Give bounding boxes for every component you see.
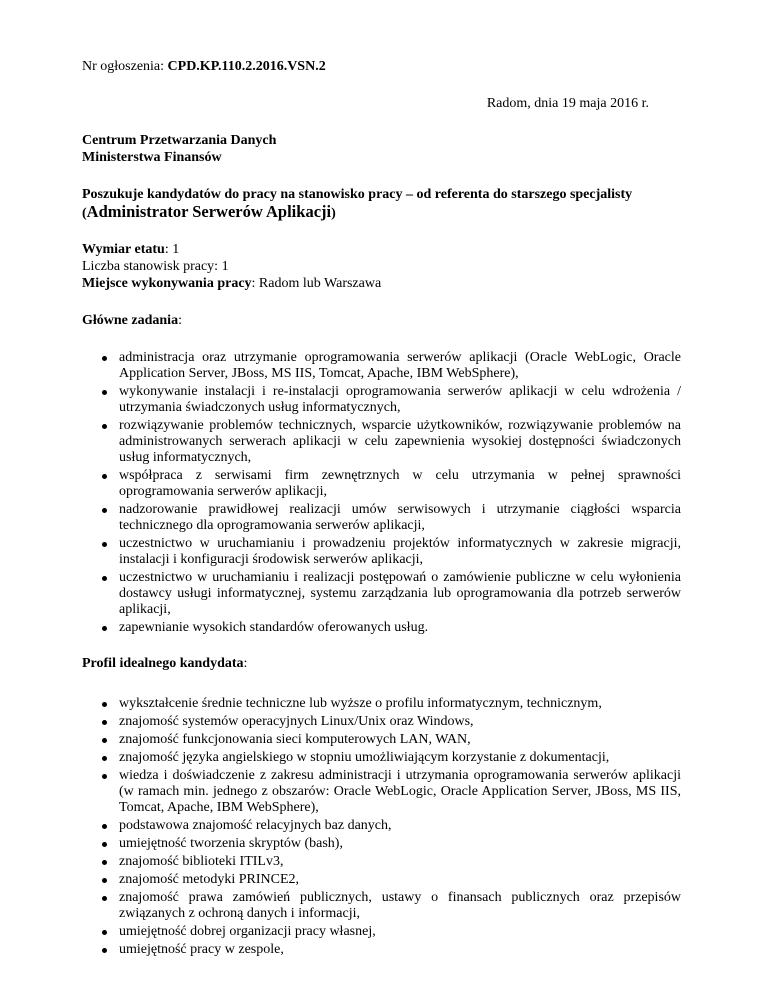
list-item-text: zapewnianie wysokich standardów oferowanych usług. bbox=[119, 620, 429, 635]
bullet-icon bbox=[102, 738, 107, 743]
list-item bbox=[82, 732, 681, 748]
tasks-colon: : bbox=[178, 313, 182, 328]
bullet-icon bbox=[102, 842, 107, 847]
place-line bbox=[82, 275, 681, 292]
bullet-icon bbox=[102, 356, 107, 361]
list-item bbox=[82, 872, 681, 888]
list-item-text: współpraca z serwisami firm zewnętrznych w celu utrzymania w pełnej sprawności oprogramowania serwerów aplikacji, bbox=[119, 468, 681, 499]
list-item bbox=[82, 818, 681, 834]
list-item-text: wykonywanie instalacji i re-instalacji oprogramowania serwerów aplikacji w celu wdrożenia / utrzymania świadczonych usług informatycznych, bbox=[119, 384, 681, 415]
bullet-icon bbox=[102, 424, 107, 429]
list-item bbox=[82, 350, 681, 382]
list-item bbox=[82, 468, 681, 500]
list-item-text: nadzorowanie prawidłowej realizacji umów serwisowych i utrzymanie ciągłości wsparcia technicznego dla oprogramowania serwerów aplikacji, bbox=[119, 502, 681, 533]
bullet-icon bbox=[102, 896, 107, 901]
positions-line: Liczba stanowisk pracy: 1 bbox=[82, 259, 229, 274]
announcement-number-line bbox=[82, 58, 681, 75]
bullet-icon bbox=[102, 508, 107, 513]
list-item bbox=[82, 854, 681, 870]
bullet-icon bbox=[102, 542, 107, 547]
announcement-label: Nr ogłoszenia: bbox=[82, 59, 168, 74]
bullet-icon bbox=[102, 774, 107, 779]
bullet-icon bbox=[102, 720, 107, 725]
headline-close: ) bbox=[331, 206, 336, 221]
bullet-icon bbox=[102, 930, 107, 935]
fte-label: Wymiar etatu bbox=[82, 242, 165, 257]
bullet-icon bbox=[102, 948, 107, 953]
organization-block bbox=[82, 132, 681, 166]
list-item-text: znajomość biblioteki ITILv3, bbox=[119, 854, 284, 869]
headline-text: Poszukuje kandydatów do pracy na stanowisko pracy – od referenta do starszego specjalisty ( bbox=[82, 187, 633, 221]
list-item bbox=[82, 570, 681, 618]
bullet-icon bbox=[102, 824, 107, 829]
list-item bbox=[82, 924, 681, 940]
bullet-icon bbox=[102, 474, 107, 479]
list-item-text: umiejętność tworzenia skryptów (bash), bbox=[119, 836, 343, 851]
fte-line bbox=[82, 241, 681, 258]
list-item-text: uczestnictwo w uruchamianiu i prowadzeniu projektów informatycznych w zakresie migracji, instalacji i konfiguracji środowisk serwerów aplikacji, bbox=[119, 536, 681, 567]
list-item bbox=[82, 696, 681, 712]
list-item-text: umiejętność pracy w zespole, bbox=[119, 942, 284, 957]
list-item-text: umiejętność dobrej organizacji pracy własnej, bbox=[119, 924, 376, 939]
list-item-text: administracja oraz utrzymanie oprogramowania serwerów aplikacji (Oracle WebLogic, Oracle Application Server, JBoss, MS IIS, Tomcat, Apache, IBM WebSphere), bbox=[119, 350, 681, 381]
list-item-text: znajomość prawa zamówień publicznych, ustawy o finansach publicznych oraz przepisów związanych z ochroną danych i informacji, bbox=[119, 890, 681, 921]
bullet-icon bbox=[102, 576, 107, 581]
list-item bbox=[82, 536, 681, 568]
list-item-text: wiedza i doświadczenie z zakresu administracji i utrzymania oprogramowania serwerów aplikacji (w ramach min. jednego z obszarów: Oracle WebLogic, Oracle Application Server, JBoss, MS IIS, Tomcat, Apache, IBM WebSphere), bbox=[119, 768, 681, 815]
profile-list bbox=[82, 696, 681, 958]
list-item bbox=[82, 418, 681, 466]
list-item-text: rozwiązywanie problemów technicznych, wsparcie użytkowników, rozwiązywanie problemów na administrowanych serwerach aplikacji w celu zapewnienia wysokiej dostępności świadczonych usług informatycznych, bbox=[119, 418, 681, 465]
list-item bbox=[82, 942, 681, 958]
organization-line-2: Ministerstwa Finansów bbox=[82, 150, 222, 165]
list-item bbox=[82, 890, 681, 922]
list-item bbox=[82, 502, 681, 534]
list-item bbox=[82, 836, 681, 852]
list-item bbox=[82, 714, 681, 730]
list-item-text: uczestnictwo w uruchamianiu i realizacji postępowań o zamówienie publiczne w celu wyłonienia dostawcy usługi informatycznej, systemu zarządzania lub oprogramowania dla potrzeb serwerów aplikacji, bbox=[119, 570, 681, 617]
bullet-icon bbox=[102, 756, 107, 761]
announcement-number: CPD.KP.110.2.2016.VSN.2 bbox=[167, 59, 326, 74]
job-headline bbox=[82, 186, 681, 222]
date-line: Radom, dnia 19 maja 2016 r. bbox=[486, 96, 649, 111]
list-item bbox=[82, 384, 681, 416]
bullet-icon bbox=[102, 702, 107, 707]
bullet-icon bbox=[102, 860, 107, 865]
profile-colon: : bbox=[243, 656, 248, 671]
tasks-title: Główne zadania bbox=[82, 313, 179, 328]
list-item-text: znajomość funkcjonowania sieci komputerowych LAN, WAN, bbox=[119, 732, 471, 747]
list-item-text: wykształcenie średnie techniczne lub wyższe o profilu informatycznym, technicznym, bbox=[119, 696, 602, 711]
organization-line-1: Centrum Przetwarzania Danych bbox=[82, 133, 277, 148]
bullet-icon bbox=[102, 878, 107, 883]
place-label: Miejsce wykonywania pracy bbox=[82, 276, 252, 291]
list-item-text: znajomość metodyki PRINCE2, bbox=[119, 872, 300, 887]
fte-value: : 1 bbox=[164, 242, 180, 257]
list-item bbox=[82, 768, 681, 816]
list-item-text: znajomość języka angielskiego w stopniu umożliwiającym korzystanie z dokumentacji, bbox=[119, 750, 610, 765]
list-item-text: podstawowa znajomość relacyjnych baz danych, bbox=[119, 818, 392, 833]
bullet-icon bbox=[102, 626, 107, 631]
profile-title: Profil idealnego kandydata bbox=[82, 656, 244, 671]
tasks-heading bbox=[82, 312, 681, 329]
bullet-icon bbox=[102, 390, 107, 395]
position-title: Administrator Serwerów Aplikacji bbox=[86, 202, 332, 221]
place-value: : Radom lub Warszawa bbox=[251, 276, 382, 291]
tasks-list bbox=[82, 350, 681, 636]
job-facts bbox=[82, 241, 681, 292]
list-item bbox=[82, 620, 681, 636]
list-item-text: znajomość systemów operacyjnych Linux/Unix oraz Windows, bbox=[119, 714, 474, 729]
profile-heading bbox=[82, 655, 681, 672]
list-item bbox=[82, 750, 681, 766]
